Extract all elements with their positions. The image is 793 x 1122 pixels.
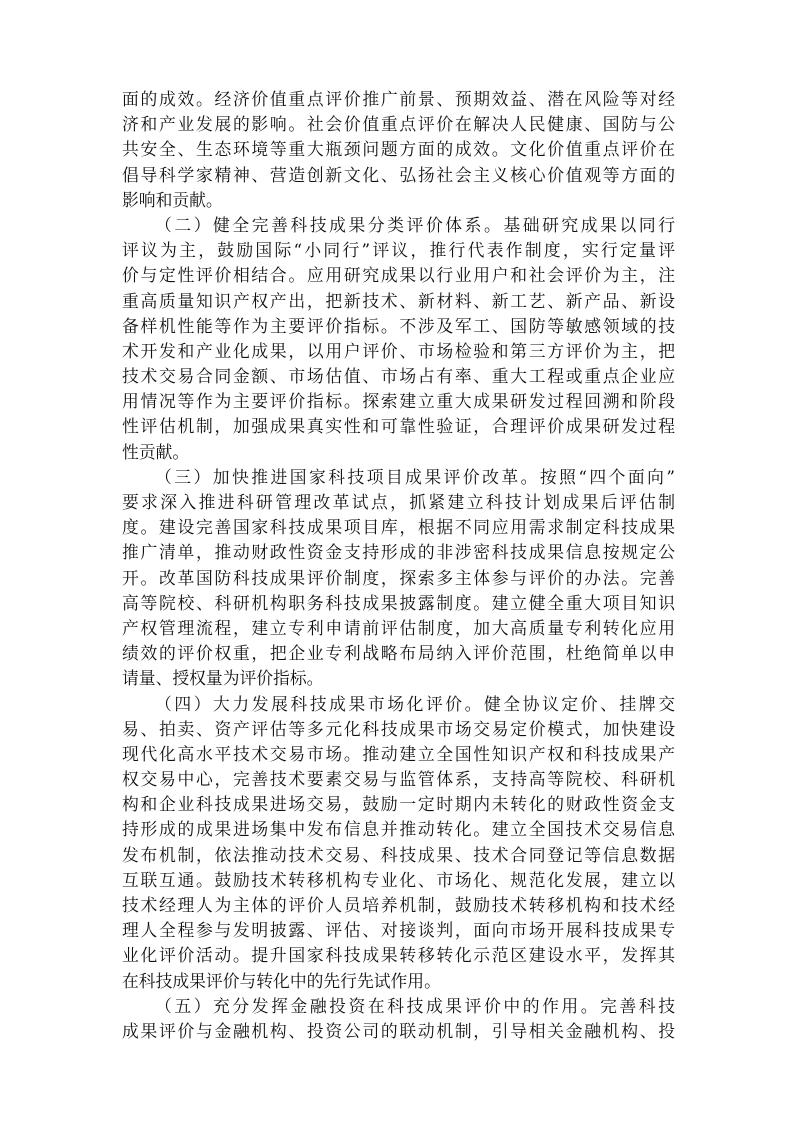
text-line: 发布机制，依法推动技术交易、科技成果、技术合同登记等信息数据 — [122, 844, 675, 865]
text-line: 影响和贡献。 — [122, 189, 223, 210]
section-heading-line: （三）加快推进国家科技项目成果评价改革。按照“四个面向” — [155, 466, 675, 487]
text-line: 价与定性评价相结合。应用研究成果以行业用户和社会评价为主，注 — [122, 265, 675, 286]
text-line: 技术经理人为主体的评价人员培养机制，鼓励技术转移机构和技术经 — [122, 895, 675, 915]
text-line: 业化评价活动。提升国家科技成果转移转化示范区建设水平，发挥其 — [122, 945, 675, 966]
text-line: 重高质量知识产权产出，把新技术、新材料、新工艺、新产品、新设 — [122, 290, 675, 311]
section-heading-line: （二）健全完善科技成果分类评价体系。基础研究成果以同行 — [155, 214, 675, 235]
text-line: 开。改革国防科技成果评价制度，探索多主体参与评价的办法。完善 — [122, 567, 675, 588]
text-line: 推广清单，推动财政性资金支持形成的非涉密科技成果信息按规定公 — [122, 542, 675, 563]
section-heading-line: （五）充分发挥金融投资在科技成果评价中的作用。完善科技 — [155, 995, 675, 1016]
text-line: 权交易中心，完善技术要素交易与监管体系，支持高等院校、科研机 — [122, 769, 675, 790]
text-line: 备样机性能等作为主要评价指标。不涉及军工、国防等敏感领域的技 — [122, 315, 675, 336]
text-line: 技术交易合同金额、市场估值、市场占有率、重大工程或重点企业应 — [122, 366, 675, 387]
text-line: 在科技成果评价与转化中的先行先试作用。 — [122, 970, 441, 991]
text-line: 度。建设完善国家科技成果项目库，根据不同应用需求制定科技成果 — [122, 517, 675, 538]
text-line: 产权管理流程，建立专利申请前评估制度，加大高质量专利转化应用 — [122, 617, 675, 638]
text-line: 倡导科学家精神、营造创新文化、弘扬社会主义核心价值观等方面的 — [122, 164, 675, 185]
section-heading-line: （四）大力发展科技成果市场化评价。健全协议定价、挂牌交 — [155, 693, 675, 714]
text-line: 共安全、生态环境等重大瓶颈问题方面的成效。文化价值重点评价在 — [122, 139, 675, 160]
text-line: 用情况等作为主要评价指标。探索建立重大成果研发过程回溯和阶段 — [122, 391, 675, 412]
document-body — [122, 87, 675, 1044]
text-line: 现代化高水平技术交易市场。推动建立全国性知识产权和科技成果产 — [122, 743, 675, 764]
text-line: 济和产业发展的影响。社会价值重点评价在解决人民健康、国防与公 — [122, 114, 675, 135]
text-line: 性贡献。 — [122, 441, 190, 462]
text-line: 易、拍卖、资产评估等多元化科技成果市场交易定价模式，加快建设 — [122, 718, 675, 739]
text-line: 面的成效。经济价值重点评价推广前景、预期效益、潜在风险等对经 — [122, 89, 675, 109]
text-line: 绩效的评价权重，把企业专利战略布局纳入评价范围，杜绝简单以申 — [122, 643, 675, 664]
text-line: 要求深入推进科研管理改革试点，抓紧建立科技计划成果后评估制 — [122, 492, 675, 512]
text-line: 持形成的成果进场集中发布信息并推动转化。建立全国技术交易信息 — [122, 819, 675, 840]
text-line: 构和企业科技成果进场交易，鼓励一定时期内未转化的财政性资金支 — [122, 794, 675, 815]
text-line: 评议为主，鼓励国际“小同行”评议，推行代表作制度，实行定量评 — [122, 240, 675, 261]
text-line: 术开发和产业化成果，以用户评价、市场检验和第三方评价为主，把 — [122, 340, 675, 361]
text-line: 成果评价与金融机构、投资公司的联动机制，引导相关金融机构、投 — [122, 1020, 675, 1041]
text-line: 请量、授权量为评价指标。 — [122, 668, 324, 689]
text-line: 互联互通。鼓励技术转移机构专业化、市场化、规范化发展，建立以 — [122, 869, 675, 890]
text-line: 性评估机制，加强成果真实性和可靠性验证，合理评价成果研发过程 — [122, 416, 675, 437]
text-line: 理人全程参与发明披露、评估、对接谈判，面向市场开展科技成果专 — [122, 920, 675, 941]
text-line: 高等院校、科研机构职务科技成果披露制度。建立健全重大项目知识 — [122, 592, 675, 613]
